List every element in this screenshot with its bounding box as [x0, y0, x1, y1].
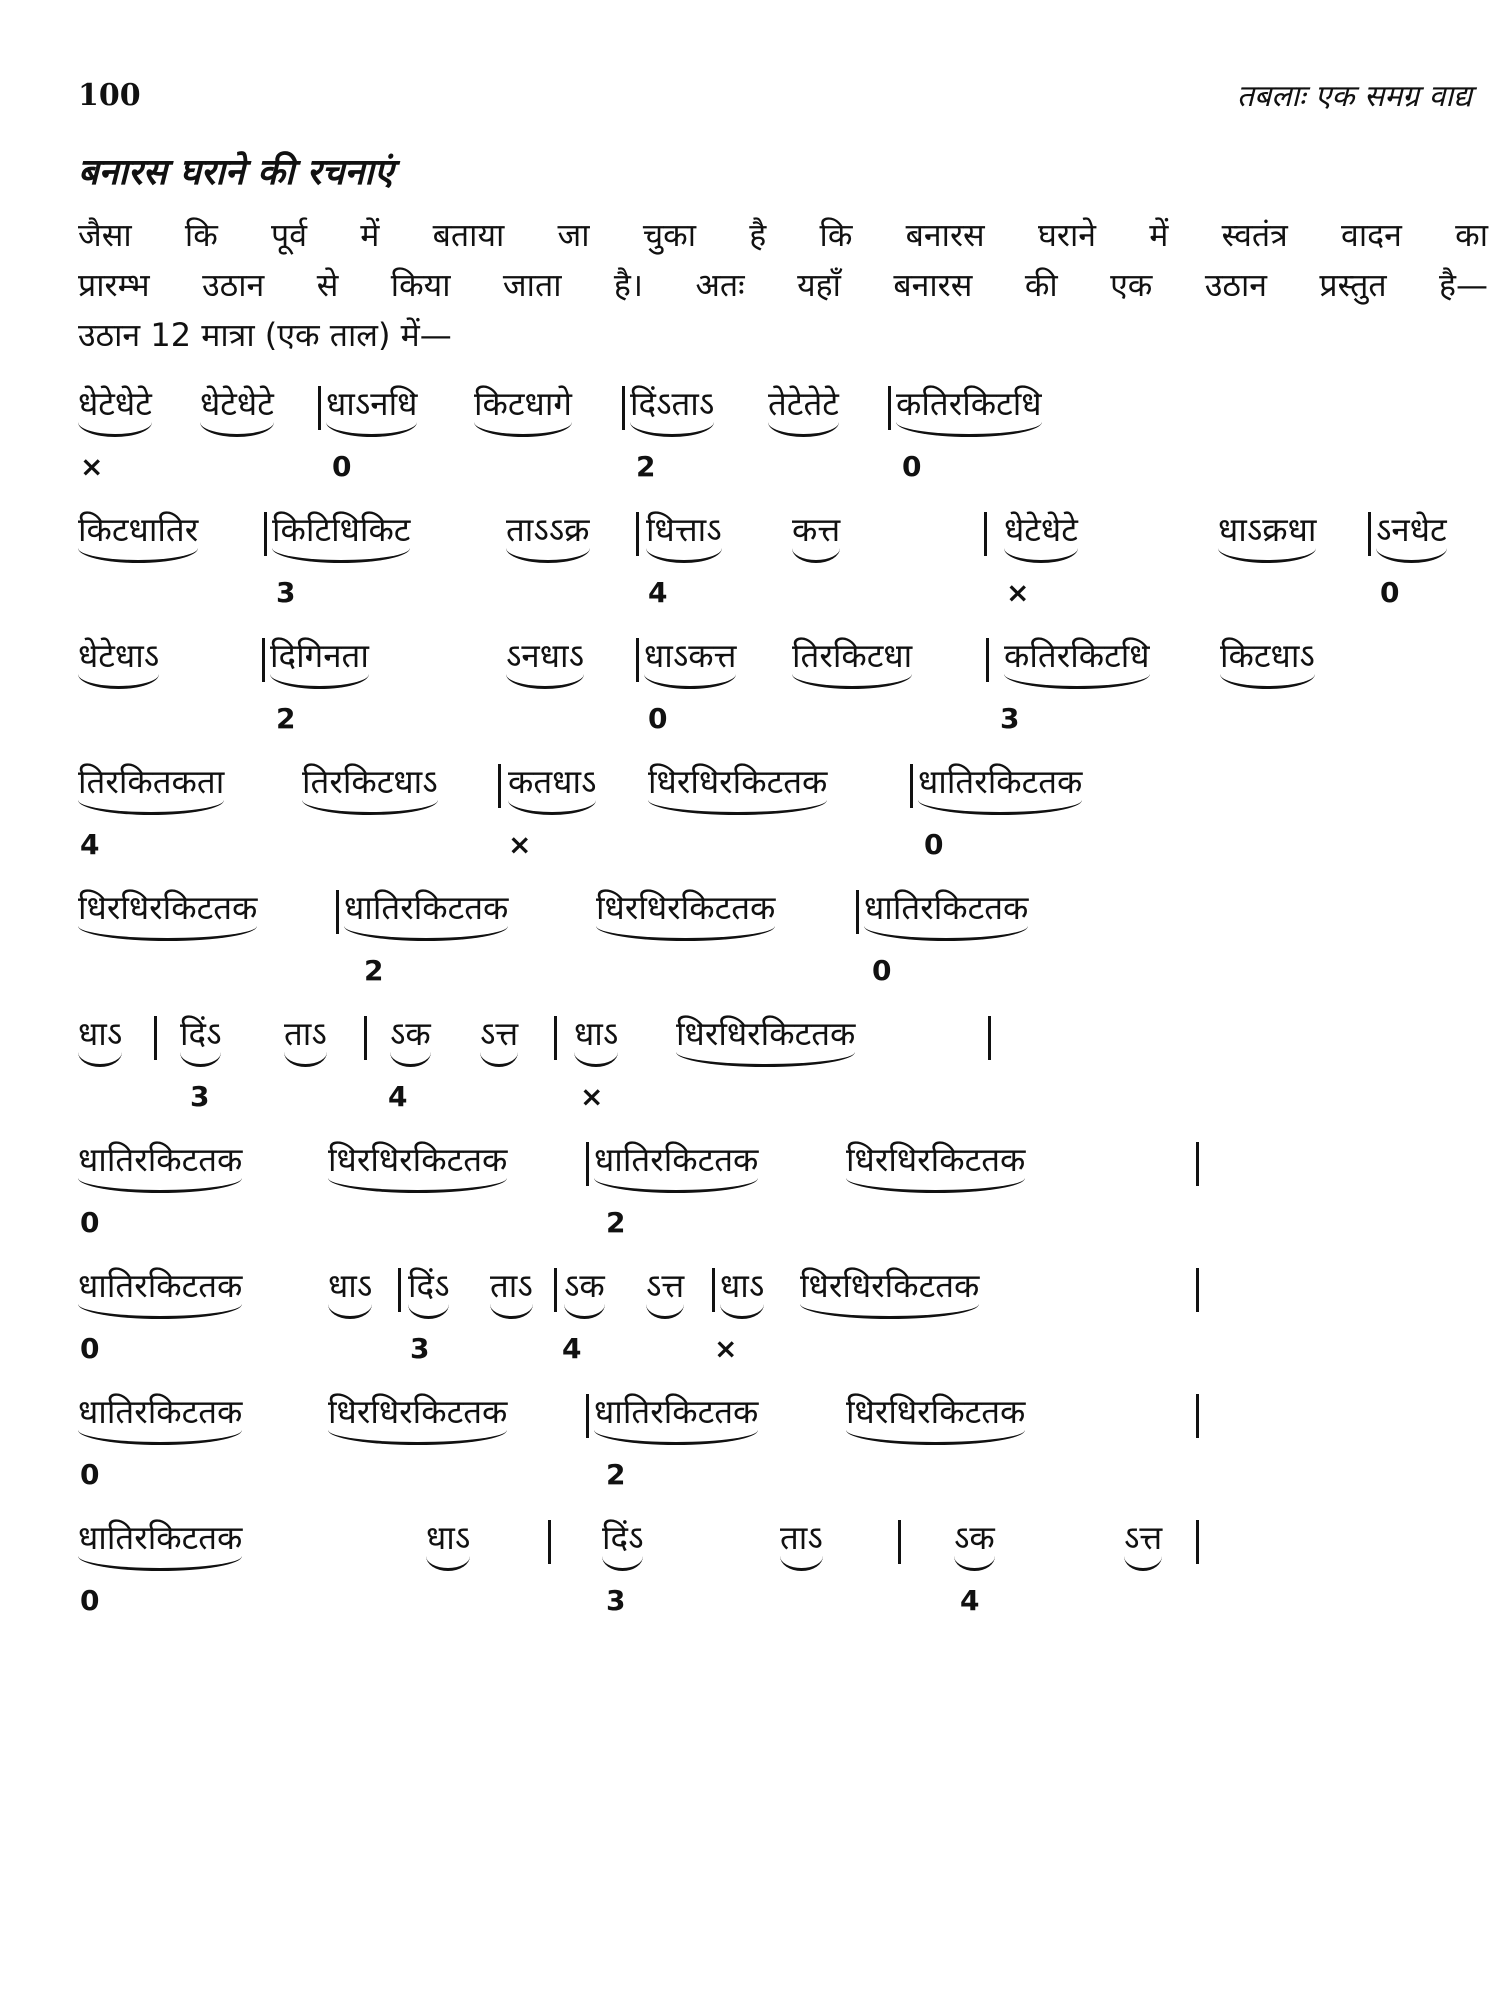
- bol: तिरकितकता: [78, 762, 224, 815]
- taal-mark: ×: [508, 828, 532, 861]
- vibhag-bar: [910, 764, 913, 808]
- bol: धिरधिरकिटतक: [328, 1140, 507, 1193]
- taal-mark: 2: [636, 450, 656, 483]
- taal-mark: 3: [190, 1080, 210, 1113]
- bol: ऽत्त: [646, 1266, 684, 1319]
- bol-arc: [918, 800, 1082, 815]
- intro-line: उठान 12 मात्रा (एक ताल) में—: [78, 316, 452, 354]
- bol: धेटेधाऽ: [78, 636, 159, 689]
- bol-arc: [78, 1052, 122, 1067]
- taal-mark: 2: [364, 954, 384, 987]
- bol: धिरधिरकिटतक: [648, 762, 827, 815]
- bol-arc: [426, 1556, 470, 1571]
- bol: धेटेधेटे: [1004, 510, 1078, 563]
- vibhag-bar: [1368, 512, 1371, 556]
- vibhag-bar: [498, 764, 501, 808]
- bol-arc: [646, 1304, 684, 1319]
- bol: कतधाऽ: [508, 762, 596, 815]
- bol-arc: [1218, 548, 1316, 563]
- bol: धिरधिरकिटतक: [328, 1392, 507, 1445]
- vibhag-bar: [1196, 1142, 1199, 1186]
- bol: किटधातिर: [78, 510, 198, 563]
- taal-mark: 0: [1380, 576, 1400, 609]
- taal-mark: 2: [606, 1458, 626, 1491]
- bol: धातिरकिटतक: [918, 762, 1082, 815]
- bol: धिरधिरकिटतक: [78, 888, 257, 941]
- composition-row: [0, 1140, 1500, 1260]
- bol: धाऽनधि: [326, 384, 417, 437]
- bol-arc: [78, 422, 152, 437]
- vibhag-bar: [398, 1268, 401, 1312]
- bol-arc: [1004, 674, 1150, 689]
- bol: धिरधिरकिटतक: [846, 1140, 1025, 1193]
- bol-arc: [896, 422, 1042, 437]
- bol-arc: [1220, 674, 1315, 689]
- bol-arc: [390, 1052, 431, 1067]
- taal-mark: 2: [276, 702, 296, 735]
- composition-row: [0, 636, 1500, 756]
- bol: धिरधिरकिटतक: [676, 1014, 855, 1067]
- bol: ताऽऽक्र: [506, 510, 590, 563]
- bol: धाऽ: [426, 1518, 470, 1571]
- bol: दिगिनता: [270, 636, 369, 689]
- bol-arc: [328, 1430, 507, 1445]
- bol-arc: [78, 674, 159, 689]
- taal-mark: ×: [80, 450, 104, 483]
- composition-row: [0, 1014, 1500, 1134]
- vibhag-bar: [1196, 1394, 1199, 1438]
- vibhag-bar: [898, 1520, 901, 1564]
- bol-arc: [328, 1304, 372, 1319]
- vibhag-bar: [364, 1016, 367, 1060]
- bol: ऽनधेट: [1376, 510, 1447, 563]
- bol: ऽत्त: [480, 1014, 518, 1067]
- vibhag-bar: [986, 638, 989, 682]
- composition-row: [0, 1392, 1500, 1512]
- vibhag-bar: [586, 1142, 589, 1186]
- bol-arc: [180, 1052, 221, 1067]
- taal-mark: 3: [606, 1584, 626, 1617]
- composition-row: [0, 762, 1500, 882]
- bol-arc: [506, 548, 590, 563]
- bol-arc: [630, 422, 714, 437]
- bol-arc: [78, 1178, 242, 1193]
- bol-arc: [954, 1556, 995, 1571]
- bol: कतिरकिटधि: [896, 384, 1042, 437]
- bol-arc: [328, 1178, 507, 1193]
- bol-arc: [720, 1304, 764, 1319]
- bol-arc: [344, 926, 508, 941]
- bol: किटधागे: [474, 384, 572, 437]
- bol-arc: [792, 674, 912, 689]
- bol: धातिरकिटतक: [78, 1266, 242, 1319]
- vibhag-bar: [548, 1520, 551, 1564]
- vibhag-bar: [712, 1268, 715, 1312]
- bol-arc: [846, 1178, 1025, 1193]
- bol: तिरकिटधाऽ: [302, 762, 438, 815]
- bol: ऽनधाऽ: [506, 636, 584, 689]
- vibhag-bar: [154, 1016, 157, 1060]
- bol: धातिरकिटतक: [344, 888, 508, 941]
- taal-mark: 0: [332, 450, 352, 483]
- taal-mark: 0: [872, 954, 892, 987]
- taal-mark: 3: [276, 576, 296, 609]
- bol: धाऽक्रधा: [1218, 510, 1316, 563]
- vibhag-bar: [984, 512, 987, 556]
- bol-arc: [78, 1304, 242, 1319]
- bol: धाऽ: [78, 1014, 122, 1067]
- bol-arc: [78, 1556, 242, 1571]
- bol-arc: [78, 800, 224, 815]
- bol-arc: [474, 422, 572, 437]
- intro-line: प्रारम्भ उठान से किया जाता है। अतः यहाँ बनारस की एक उठान प्रस्तुत है—: [78, 266, 1488, 304]
- vibhag-bar: [636, 512, 639, 556]
- bol-arc: [800, 1304, 979, 1319]
- section-heading: बनारस घराने की रचनाएं: [78, 152, 394, 193]
- bol-arc: [302, 800, 438, 815]
- composition-row: [0, 888, 1500, 1008]
- bol: धित्ताऽ: [646, 510, 722, 563]
- bol: धातिरकिटतक: [78, 1518, 242, 1571]
- bol-arc: [602, 1556, 643, 1571]
- bol-arc: [270, 674, 369, 689]
- taal-mark: ×: [1006, 576, 1030, 609]
- bol-arc: [574, 1052, 618, 1067]
- bol: धिरधिरकिटतक: [846, 1392, 1025, 1445]
- taal-mark: 4: [960, 1584, 980, 1617]
- vibhag-bar: [262, 638, 265, 682]
- bol-arc: [78, 1430, 242, 1445]
- bol-arc: [1004, 548, 1078, 563]
- bol: दिंऽ: [180, 1014, 221, 1067]
- vibhag-bar: [636, 638, 639, 682]
- bol-arc: [864, 926, 1028, 941]
- taal-mark: 3: [410, 1332, 430, 1365]
- bol-arc: [594, 1178, 758, 1193]
- vibhag-bar: [1196, 1268, 1199, 1312]
- taal-mark: 0: [80, 1458, 100, 1491]
- bol-arc: [326, 422, 417, 437]
- bol: धेटेधेटे: [78, 384, 152, 437]
- vibhag-bar: [988, 1016, 991, 1060]
- bol-arc: [564, 1304, 605, 1319]
- taal-mark: 4: [388, 1080, 408, 1113]
- bol: किटधाऽ: [1220, 636, 1315, 689]
- composition-row: [0, 510, 1500, 630]
- running-title: तबलाः एक समग्र वाद्य: [1236, 79, 1472, 114]
- bol: धाऽ: [328, 1266, 372, 1319]
- bol-arc: [646, 548, 722, 563]
- taal-mark: 0: [648, 702, 668, 735]
- taal-mark: 3: [1000, 702, 1020, 735]
- intro-line: जैसा कि पूर्व में बताया जा चुका है कि बनारस घराने में स्वतंत्र वादन का: [78, 216, 1488, 254]
- taal-mark: ×: [714, 1332, 738, 1365]
- bol: तिरकिटधा: [792, 636, 912, 689]
- bol: धातिरकिटतक: [78, 1140, 242, 1193]
- page-number: 100: [78, 78, 141, 113]
- bol: कतिरकिटधि: [1004, 636, 1150, 689]
- bol-arc: [408, 1304, 449, 1319]
- taal-mark: 4: [80, 828, 100, 861]
- intro-paragraph: [78, 210, 1488, 360]
- bol: धातिरकिटतक: [78, 1392, 242, 1445]
- bol: धेटेधेटे: [200, 384, 274, 437]
- bol-arc: [480, 1052, 518, 1067]
- bol: ऽक: [954, 1518, 995, 1571]
- bol-arc: [508, 800, 596, 815]
- vibhag-bar: [318, 386, 321, 430]
- taal-mark: 2: [606, 1206, 626, 1239]
- composition-row: [0, 384, 1500, 504]
- taal-mark: ×: [580, 1080, 604, 1113]
- vibhag-bar: [336, 890, 339, 934]
- bol-arc: [490, 1304, 533, 1319]
- bol: धाऽकत्त: [644, 636, 736, 689]
- composition-row: [0, 1266, 1500, 1386]
- vibhag-bar: [554, 1268, 557, 1312]
- bol-arc: [594, 1430, 758, 1445]
- bol: धातिरकिटतक: [594, 1392, 758, 1445]
- taal-mark: 0: [924, 828, 944, 861]
- bol-arc: [792, 548, 840, 563]
- bol: धिरधिरकिटतक: [596, 888, 775, 941]
- taal-mark: 0: [902, 450, 922, 483]
- taal-mark: 0: [80, 1332, 100, 1365]
- vibhag-bar: [888, 386, 891, 430]
- taal-mark: 0: [80, 1206, 100, 1239]
- bol-arc: [644, 674, 736, 689]
- bol: धातिरकिटतक: [594, 1140, 758, 1193]
- bol: किटिधिकिट: [272, 510, 410, 563]
- bol-arc: [506, 674, 584, 689]
- bol-arc: [272, 548, 410, 563]
- vibhag-bar: [586, 1394, 589, 1438]
- bol-arc: [676, 1052, 855, 1067]
- bol-arc: [648, 800, 827, 815]
- bol-arc: [1124, 1556, 1162, 1571]
- bol: दिंऽताऽ: [630, 384, 714, 437]
- bol-arc: [846, 1430, 1025, 1445]
- vibhag-bar: [264, 512, 267, 556]
- bol: ताऽ: [284, 1014, 327, 1067]
- bol-arc: [78, 926, 257, 941]
- bol-arc: [1376, 548, 1447, 563]
- bol-arc: [78, 548, 198, 563]
- vibhag-bar: [622, 386, 625, 430]
- bol: दिंऽ: [408, 1266, 449, 1319]
- bol: ताऽ: [490, 1266, 533, 1319]
- bol: ऽक: [390, 1014, 431, 1067]
- taal-mark: 0: [80, 1584, 100, 1617]
- bol-arc: [284, 1052, 327, 1067]
- bol: कत्त: [792, 510, 840, 563]
- bol: ऽक: [564, 1266, 605, 1319]
- bol: तेटेतेटे: [768, 384, 839, 437]
- bol: धातिरकिटतक: [864, 888, 1028, 941]
- bol: धिरधिरकिटतक: [800, 1266, 979, 1319]
- bol: धाऽ: [720, 1266, 764, 1319]
- bol: धाऽ: [574, 1014, 618, 1067]
- vibhag-bar: [554, 1016, 557, 1060]
- vibhag-bar: [856, 890, 859, 934]
- bol-arc: [768, 422, 839, 437]
- bol-arc: [780, 1556, 823, 1571]
- bol: दिंऽ: [602, 1518, 643, 1571]
- composition-row: [0, 1518, 1500, 1638]
- bol: ताऽ: [780, 1518, 823, 1571]
- taal-mark: 4: [562, 1332, 582, 1365]
- bol-arc: [200, 422, 274, 437]
- bol-arc: [596, 926, 775, 941]
- vibhag-bar: [1196, 1520, 1199, 1564]
- taal-mark: 4: [648, 576, 668, 609]
- bol: ऽत्त: [1124, 1518, 1162, 1571]
